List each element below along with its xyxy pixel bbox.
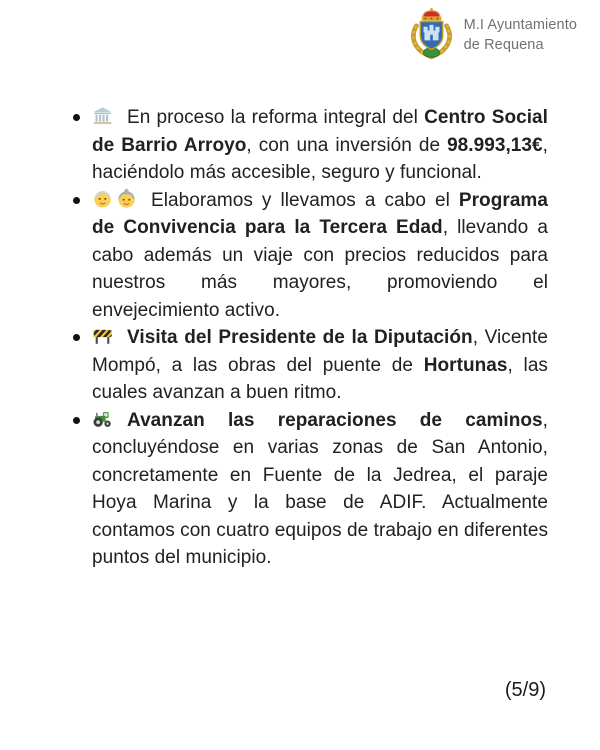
- text-run: , las cuales avanzan a buen ritmo.: [92, 354, 548, 403]
- page-header: [408, 7, 577, 63]
- old-man-icon: [92, 188, 113, 209]
- bullet-marker: [73, 114, 80, 121]
- tractor-icon: [92, 408, 113, 429]
- bold-text-run: Programa de Convivencia para la Tercera Edad: [92, 189, 548, 238]
- bold-text-run: Avanzan las reparaciones de caminos: [127, 409, 543, 431]
- text-run: , Vicente Mompó, a las obras del puente de: [92, 327, 548, 376]
- bold-text-run: Visita del Presidente de la Diputación: [127, 327, 473, 348]
- list-item: [72, 407, 548, 572]
- page-indicator: (5/9): [504, 679, 546, 701]
- requena-coat-of-arms-logo: [408, 7, 455, 63]
- bullet-marker: [73, 334, 80, 341]
- bullet-list: [72, 104, 548, 572]
- text-run: , haciéndolo más accesible, seguro y funcional.: [92, 134, 548, 183]
- list-item: [72, 104, 548, 187]
- coat-of-arms-icon: [408, 7, 455, 62]
- bold-text-run: 98.993,13€: [447, 134, 543, 156]
- text-run: Elaboramos y llevamos a cabo el: [151, 189, 459, 211]
- org-name-line1: M.I Ayuntamiento: [463, 17, 577, 33]
- construction-barrier-icon: [92, 325, 113, 346]
- list-item: [72, 187, 548, 325]
- list-item: [72, 324, 548, 407]
- newsletter-body: [72, 104, 548, 572]
- bullet-marker: [73, 197, 80, 204]
- old-woman-icon: [116, 188, 137, 209]
- bold-text-run: Hortunas: [423, 354, 508, 376]
- text-run: En proceso la reforma integral del: [127, 107, 425, 128]
- bullet-marker: [73, 417, 80, 424]
- bold-text-run: Centro Social de Barrio Arroyo: [92, 107, 548, 156]
- text-run: , con una inversión de: [246, 134, 448, 156]
- organization-name: [464, 15, 577, 55]
- text-run: , llevando a cabo además un viaje con precios reducidos para nuestros más mayores, promoviendo el envejecimiento activo.: [92, 217, 548, 321]
- text-run: , concluyéndose en varias zonas de San Antonio, concretamente en Fuente de la Jedrea, el paraje Hoya Marina y la base de ADIF. Actualmente contamos con cuatro equipos de trabajo en diferentes puntos del municipio.: [92, 409, 548, 568]
- classical-building-icon: [92, 105, 113, 126]
- org-name-line2: de Requena: [463, 37, 544, 53]
